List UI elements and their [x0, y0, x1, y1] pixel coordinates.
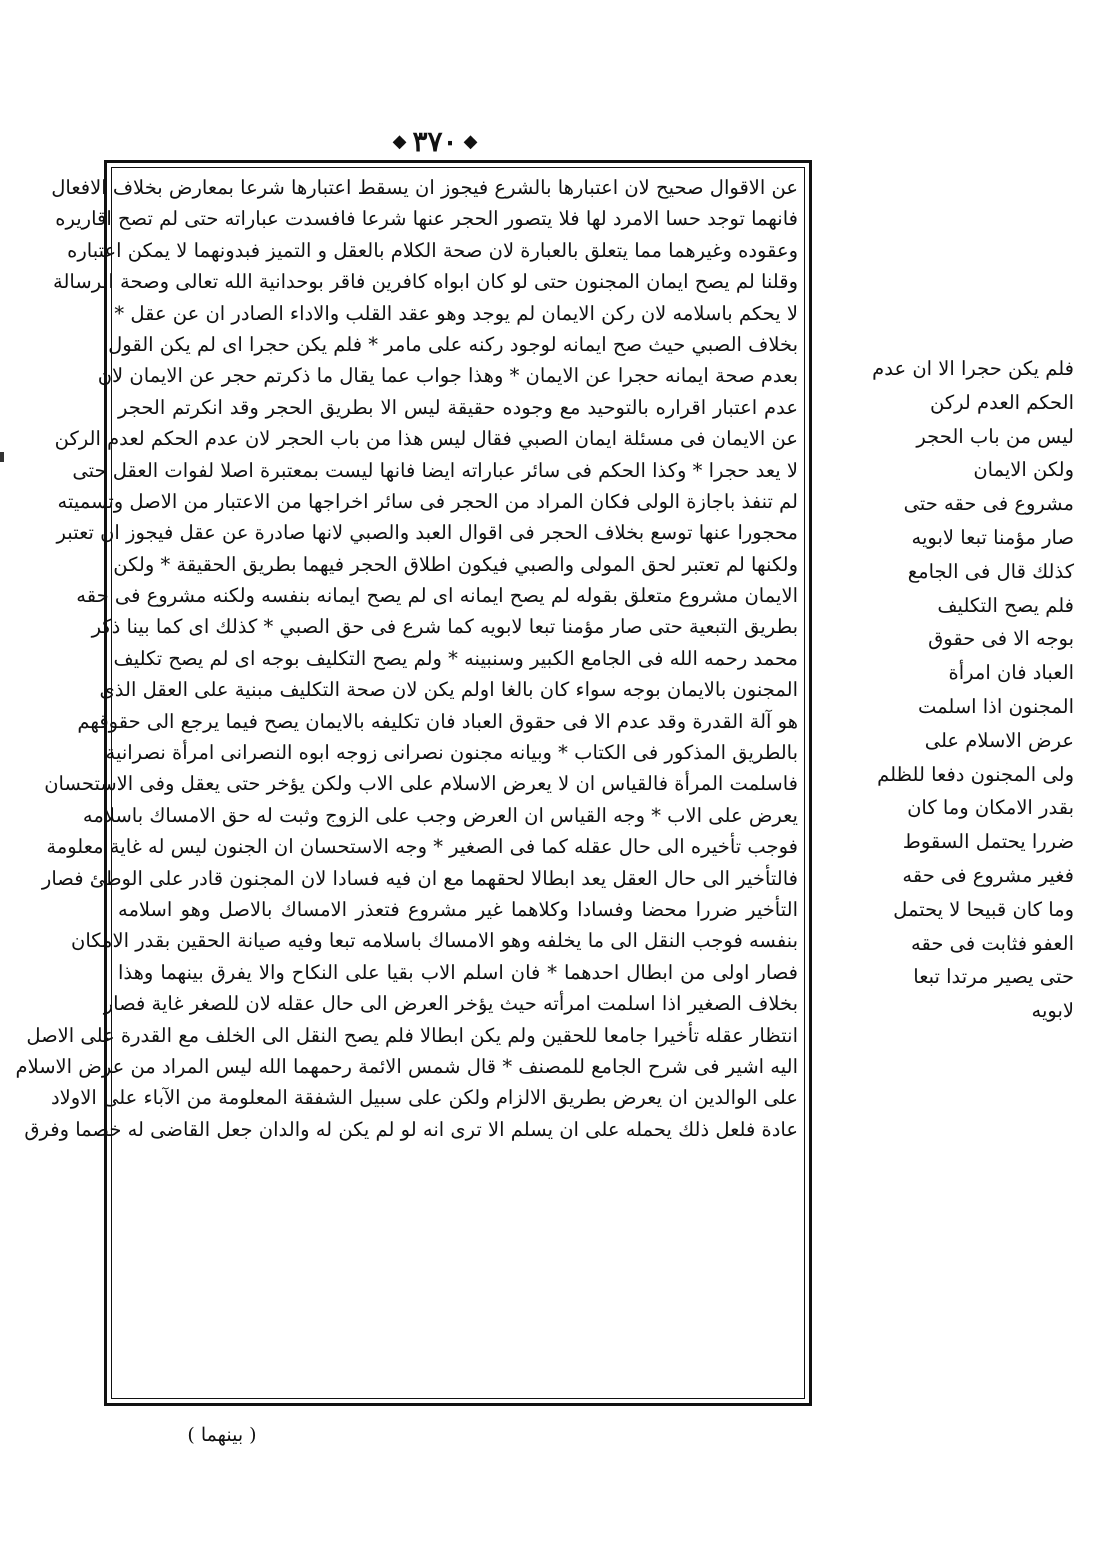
- text-line: يعرض على الاب * وجه القياس ان العرض وجب على الزوج وثبت له حق الامساك باسلامه: [82, 803, 798, 827]
- margin-line: كذلك قال فى الجامع: [907, 559, 1074, 583]
- text-line: فوجب تأخيره الى حال عقله كما فى الصغير * وجه الاستحسان ان الجنون ليس له غاية معلومة: [46, 835, 798, 859]
- text-line: فالتأخير الى حال العقل يعد ابطالا لحقهما مع ان فيه فسادا لان المجنون قادر على الوطئ فصار: [41, 866, 798, 890]
- text-line: على الوالدين ان يعرض بطريق الالزام ولكن على سبيل الشفقة المعلومة من الآباء على الاولاد: [51, 1086, 798, 1110]
- text-line: بنفسه فوجب النقل الى ما يخلفه وهو الامساك باسلامه تبعا وفيه صيانة الحقين بقدر الامكان: [71, 929, 798, 953]
- text-line: بعدم صحة ايمانه حجرا عن الايمان * وهذا جواب عما يقال ما ذكرتم حجر عن الايمان لان: [97, 364, 798, 388]
- text-line: فانهما توجد حسا الامرد لها فلا يتصور الحجر عنها شرعا فافسدت عباراته حتى لم تصح اقاريره: [55, 207, 798, 231]
- text-line: اليه اشير فى شرح الجامع للمصنف * قال شمس الائمة رحمهما الله ليس المراد من عرض الاسلام: [15, 1054, 798, 1078]
- margin-line: لابويه: [1031, 999, 1074, 1023]
- text-line: بطريق التبعية حتى صار مؤمنا تبعا لابويه كما شرع فى حق الصبي * كذلك اى كما بينا ذكر: [91, 615, 798, 639]
- text-line: التأخير ضررا محضا وفسادا وكلاهما غير مشروع فتعذر الامساك بالاصل وهو اسلامه: [118, 897, 798, 921]
- text-line: عن الاقوال صحيح لان اعتبارها بالشرع فيجوز ان يسقط اعتبارها شرعا بمعارض بخلاف الافعال: [51, 176, 798, 199]
- margin-line: العفو فثابت فى حقه: [911, 931, 1074, 955]
- margin-line: حتى يصير مرتدا تبعا: [913, 965, 1074, 989]
- margin-line: العباد فان امرأة: [948, 661, 1074, 685]
- margin-line: ضررا يحتمل السقوط: [902, 830, 1074, 854]
- text-line: لا يعد حجرا * وكذا الحكم فى سائر عباراته ايضا فانها ليست بمعتبرة اصلا لفوات العقل حتى: [72, 458, 798, 482]
- margin-line: عرض الاسلام على: [924, 728, 1074, 752]
- margin-line: ولكن الايمان: [973, 458, 1074, 482]
- text-line: ولكنها لم تعتبر لحق المولى والصبي فيكون اطلاق الحجر فيهما بطريق الحقيقة * ولكن: [113, 552, 798, 576]
- margin-commentary: [820, 352, 1088, 1028]
- margin-line: بقدر الامكان وما كان: [907, 796, 1074, 820]
- ornament-left-icon: ◆: [392, 131, 407, 152]
- text-line: لم تنفذ باجازة الولى فكان المراد من الحجر فى سائر اخراجها من الاعتبار من الاصل وتسميته: [57, 489, 798, 513]
- text-line: بخلاف الصغير اذا اسلمت امرأته حيث يؤخر العرض الى حال عقله لان للصغر غاية فصار: [103, 992, 798, 1016]
- margin-line: المجنون اذا اسلمت: [917, 694, 1074, 718]
- text-line: وعقوده وغيرهما مما يتعلق بالعبارة لان صحة الكلام بالعقل و التميز فبدونهما لا يمكن اعتباره: [67, 238, 798, 262]
- main-text-block: [15, 172, 798, 1145]
- text-line: عادة فلعل ذلك يحمله على ان يسلم الا ترى انه لو لم يكن له والدان جعل القاضى له خصما وفرق: [24, 1117, 798, 1141]
- text-line: الايمان مشروع متعلق بقوله لم يصح ايمانه اى لم يصح ايمانه بنفسه ولكنه مشروع فى حقه: [76, 584, 798, 608]
- margin-line: صار مؤمنا تبعا لابويه: [911, 525, 1074, 549]
- margin-line: وما كان قبيحا لا يحتمل: [893, 897, 1074, 921]
- text-line: محمد رحمه الله فى الجامع الكبير وسنبينه * ولم يصح التكليف بوجه اى لم يصح تكليف: [113, 646, 798, 670]
- text-line: المجنون بالايمان بوجه سواء كان بالغا اولم يكن لان صحة التكليف مبنية على العقل الذى: [99, 678, 798, 702]
- text-line: انتظار عقله تأخيرا جامعا للحقين ولم يكن ابطالا فلم يصح النقل الى الخلف مع القدرة على الاصل: [26, 1023, 798, 1047]
- margin-line: فلم يكن حجرا الا ان عدم: [872, 357, 1074, 380]
- text-line: وقلنا لم يصح ايمان المجنون حتى لو كان ابواه كافرين فاقر بوحدانية الله تعالى وصحة الرسالة: [53, 270, 798, 294]
- text-line: عن الايمان فى مسئلة ايمان الصبي فقال ليس هذا من باب الحجر لان عدم الحكم لعدم الركن: [54, 427, 798, 451]
- margin-line: فلم يصح التكليف: [937, 593, 1074, 617]
- text-line: فصار اولى من ابطال احدهما * فان اسلم الاب بقيا على النكاح والا يفرق بينهما وهذا: [118, 960, 798, 984]
- catchword: ( بينهما ): [187, 1424, 257, 1446]
- margin-line: فغير مشروع فى حقه: [902, 863, 1074, 887]
- margin-line: الحكم العدم لركن: [930, 390, 1074, 414]
- ornament-right-icon: ◆: [463, 131, 478, 152]
- text-line: محجورا عنها توسع بخلاف الحجر فى اقوال العبد والصبي لانها صادرة عن عقل فيجوز ان تعتبر: [56, 521, 798, 545]
- margin-line: ولى المجنون دفعا للظلم: [877, 762, 1074, 786]
- margin-line: مشروع فى حقه حتى: [903, 492, 1074, 516]
- page-header: [380, 122, 490, 162]
- text-line: لا يحكم باسلامه لان ركن الايمان لم يوجد وهو عقد القلب والاداء الصادر ان عن عقل *: [114, 301, 798, 325]
- text-line: فاسلمت المرأة فالقياس ان لا يعرض الاسلام على الاب ولكن يؤخر حتى يعقل وفى الاستحسان: [44, 772, 798, 796]
- page-number: ٣٧٠: [412, 125, 458, 158]
- scan-edge-mark: [0, 452, 4, 462]
- text-line: هو آلة القدرة وقد عدم الا فى حقوق العباد فان تكليفه بالايمان يصح فيما يرجع الى حقوقهم: [77, 709, 798, 733]
- text-line: بالطريق المذكور فى الكتاب * وبيانه مجنون نصرانى زوجه ابوه النصرانى امرأة نصرانية: [105, 741, 798, 765]
- text-line: بخلاف الصبي حيث صح ايمانه لوجود ركنه على مامر * فلم يكن حجرا اى لم يكن القول: [108, 332, 798, 356]
- margin-line: بوجه الا فى حقوق: [928, 627, 1074, 651]
- margin-line: ليس من باب الحجر: [916, 424, 1074, 448]
- text-line: عدم اعتبار اقراره بالتوحيد مع وجوده حقيقة ليس الا بطريق الحجر وقد انكرتم الحجر: [118, 395, 798, 419]
